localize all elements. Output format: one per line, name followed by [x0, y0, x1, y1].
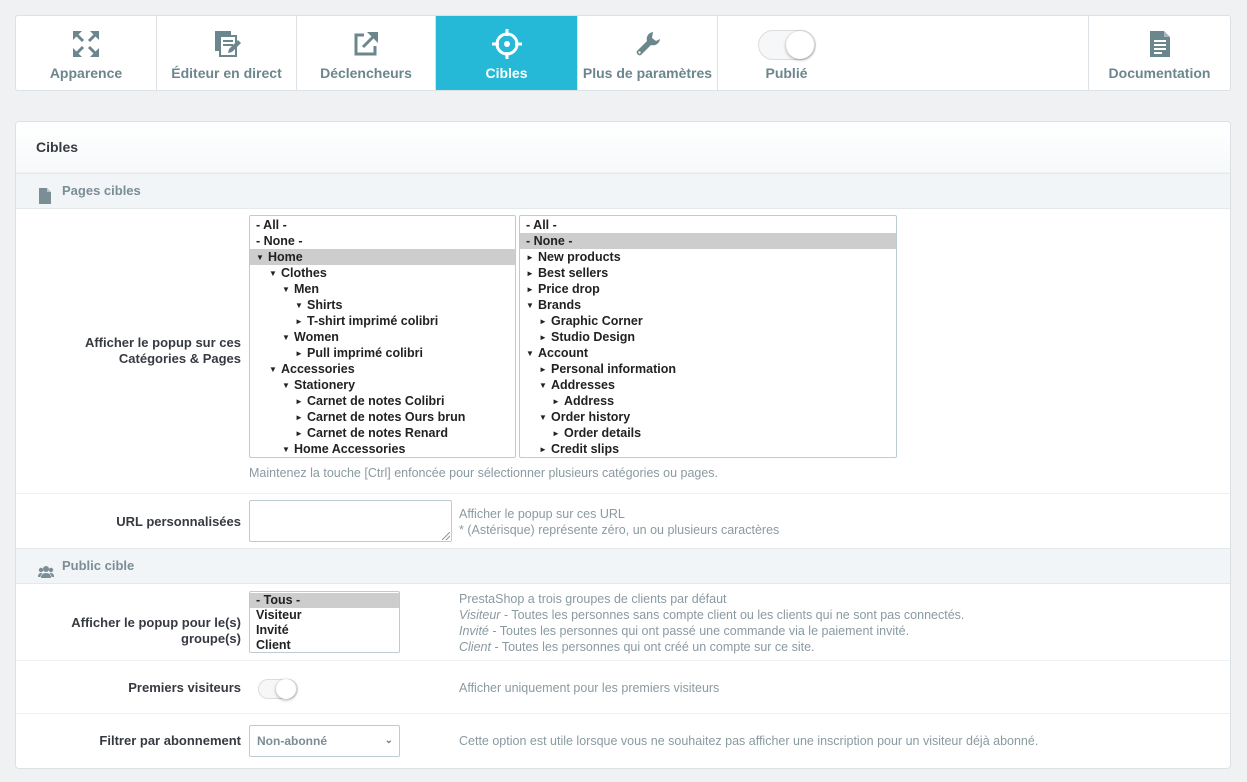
tree-item-label: Brands — [538, 298, 582, 312]
tree-item-label: Stationery — [294, 378, 356, 392]
pages-tree[interactable] — [519, 215, 897, 458]
categories-help: Maintenez la touche [Ctrl] enfoncée pour sélectionner plusieurs catégories ou pages. — [249, 466, 719, 480]
urls-help-1: Afficher le popup sur ces URL — [459, 507, 625, 521]
tree-item-label: - None - — [256, 234, 303, 248]
caret-down-icon: ▼ — [295, 301, 303, 310]
tree-item-label: Addresses — [551, 378, 615, 392]
tab-live-editor[interactable] — [157, 16, 297, 90]
toggle-knob — [276, 679, 296, 699]
tree-item[interactable] — [520, 233, 896, 249]
wrench-icon — [632, 28, 664, 60]
tree-item[interactable] — [250, 441, 515, 457]
resize-grip[interactable] — [442, 532, 450, 540]
tree-item-label: Best sellers — [538, 266, 609, 280]
row-separator — [16, 493, 1230, 494]
tree-item[interactable] — [250, 425, 515, 441]
tab-documentation-label: Documentation — [1108, 65, 1211, 81]
tree-item-label: Order details — [564, 426, 642, 440]
tree-item-label: Carnet de notes Ours brun — [307, 410, 466, 424]
subscription-value: Non-abonné — [257, 734, 327, 748]
tree-item-label: Personal information — [551, 362, 677, 376]
caret-right-icon: ► — [295, 397, 303, 406]
tree-item-label: Studio Design — [551, 330, 636, 344]
target-pages-section — [16, 173, 1230, 209]
expand-icon — [70, 28, 102, 60]
tree-item-label: Order history — [551, 410, 631, 424]
tree-item-label: New products — [538, 250, 621, 264]
tree-item-label: - None - — [526, 234, 573, 248]
tree-item-label: Women — [294, 330, 339, 344]
toggle-knob — [786, 31, 814, 59]
tree-item[interactable] — [250, 249, 515, 265]
tree-item[interactable] — [250, 361, 515, 377]
tabs-spacer — [855, 16, 1088, 90]
document-icon — [1144, 28, 1176, 60]
tree-item[interactable] — [520, 393, 896, 409]
tree-item[interactable] — [250, 297, 515, 313]
tree-item[interactable] — [250, 329, 515, 345]
file-icon — [38, 183, 54, 199]
tree-item-label: Men — [294, 282, 319, 296]
tab-triggers-label: Déclencheurs — [320, 65, 412, 81]
tab-documentation[interactable] — [1088, 16, 1230, 90]
groups-help-guest — [459, 623, 1209, 639]
caret-down-icon: ▼ — [269, 269, 277, 278]
groups-select[interactable] — [249, 591, 400, 653]
audience-section — [16, 548, 1230, 584]
caret-down-icon: ▼ — [269, 365, 277, 374]
tree-item[interactable] — [520, 329, 896, 345]
tree-item-label: Credit slips — [551, 442, 620, 456]
caret-down-icon: ▼ — [282, 285, 290, 294]
caret-down-icon: ▼ — [282, 333, 290, 342]
visitor-desc: - Toutes les personnes sans compte client ou les clients qui ne sont pas connectés. — [500, 608, 965, 622]
client-desc: - Toutes les personnes qui ont créé un compte sur ce site. — [490, 640, 815, 654]
caret-down-icon: ▼ — [256, 253, 264, 262]
users-icon — [38, 558, 54, 574]
caret-down-icon: ▼ — [526, 349, 534, 358]
targets-panel — [15, 121, 1231, 769]
panel-title: Cibles — [16, 122, 1230, 173]
tree-item[interactable] — [520, 249, 896, 265]
tree-item[interactable] — [250, 393, 515, 409]
tab-live-editor-label: Éditeur en direct — [171, 65, 282, 81]
caret-right-icon: ► — [552, 429, 560, 438]
guest-desc: - Toutes les personnes qui ont passé une commande via le paiement invité. — [488, 624, 910, 638]
tree-item[interactable] — [250, 217, 515, 233]
audience-label: Public cible — [62, 558, 135, 573]
caret-right-icon: ► — [552, 397, 560, 406]
tree-item[interactable] — [520, 441, 896, 457]
tab-appearance-label: Apparence — [49, 65, 123, 81]
tab-published[interactable] — [718, 16, 855, 90]
caret-down-icon: ▼ — [526, 301, 534, 310]
tree-item-label: Pull imprimé colibri — [307, 346, 423, 360]
client-name: Client — [459, 640, 491, 654]
tree-item-label: Accessories — [281, 362, 355, 376]
tree-item-label: Address — [564, 394, 615, 408]
tree-item[interactable] — [520, 425, 896, 441]
subscription-help: Cette option est utile lorsque vous ne souhaitez pas afficher une inscription pour un visiteur déjà abonné. — [459, 734, 1039, 748]
tree-item-label: Clothes — [281, 266, 327, 280]
chevron-down-icon: ⌄ — [384, 735, 393, 746]
tree-item-label: Graphic Corner — [551, 314, 643, 328]
tab-more-settings[interactable] — [578, 16, 718, 90]
published-toggle[interactable] — [758, 30, 816, 60]
subscription-select[interactable] — [249, 725, 400, 757]
row-separator — [16, 660, 1230, 661]
tree-item[interactable] — [250, 409, 515, 425]
tab-published-label: Publié — [765, 65, 808, 81]
caret-right-icon: ► — [526, 253, 534, 262]
caret-down-icon: ▼ — [282, 445, 290, 454]
urls-label: URL personnalisées — [116, 514, 241, 529]
tab-targets-label: Cibles — [485, 65, 528, 81]
caret-down-icon: ▼ — [282, 381, 290, 390]
tree-item-label: Shirts — [307, 298, 343, 312]
tree-item-label: - All - — [256, 218, 287, 232]
tree-item-label: Home — [268, 250, 303, 264]
tree-item-label: - All - — [526, 218, 557, 232]
tree-item[interactable] — [520, 345, 896, 361]
tab-targets[interactable] — [436, 16, 578, 90]
groups-help-client — [459, 639, 1209, 655]
target-pages-label: Pages cibles — [62, 183, 141, 198]
tree-item-label: Carnet de notes Colibri — [307, 394, 445, 408]
tree-item[interactable] — [250, 345, 515, 361]
group-option[interactable]: Client — [256, 638, 291, 652]
caret-down-icon: ▼ — [539, 381, 547, 390]
group-option[interactable]: Visiteur — [256, 608, 302, 622]
visitor-name: Visiteur — [459, 608, 501, 622]
external-link-icon — [350, 28, 382, 60]
tree-item-label: Home Accessories — [294, 442, 406, 456]
first-visitors-toggle[interactable] — [258, 679, 298, 699]
caret-right-icon: ► — [539, 317, 547, 326]
caret-right-icon: ► — [539, 365, 547, 374]
tree-item[interactable] — [520, 281, 896, 297]
first-visitors-label: Premiers visiteurs — [128, 680, 241, 695]
tab-appearance[interactable] — [16, 16, 157, 90]
caret-right-icon: ► — [295, 317, 303, 326]
group-option[interactable]: - Tous - — [250, 593, 399, 608]
tree-item[interactable] — [250, 233, 515, 249]
tree-item[interactable] — [520, 361, 896, 377]
tree-item[interactable] — [250, 281, 515, 297]
first-visitors-help: Afficher uniquement pour les premiers visiteurs — [459, 681, 720, 695]
caret-right-icon: ► — [295, 413, 303, 422]
tree-item-label: Carnet de notes Renard — [307, 426, 449, 440]
caret-right-icon: ► — [539, 445, 547, 454]
tree-item[interactable] — [520, 313, 896, 329]
groups-help-visitor — [459, 607, 1209, 623]
caret-right-icon: ► — [526, 285, 534, 294]
tree-item[interactable] — [520, 409, 896, 425]
tree-item[interactable] — [520, 377, 896, 393]
group-option[interactable]: Invité — [256, 623, 289, 637]
tree-item-label: T-shirt imprimé colibri — [307, 314, 439, 328]
urls-help-2: * (Astérisque) représente zéro, un ou plusieurs caractères — [459, 523, 780, 537]
tab-triggers[interactable] — [297, 16, 436, 90]
edit-pages-icon — [211, 28, 243, 60]
groups-help-title: PrestaShop a trois groupes de clients par défaut — [459, 592, 727, 606]
caret-right-icon: ► — [295, 429, 303, 438]
urls-textarea[interactable] — [249, 500, 452, 542]
tree-item[interactable] — [520, 265, 896, 281]
groups-label: Afficher le popup pour le(s) groupe(s) — [71, 615, 241, 646]
row-separator — [16, 713, 1230, 714]
categories-tree[interactable] — [249, 215, 516, 458]
guest-name: Invité — [459, 624, 489, 638]
categories-label: Afficher le popup sur ces Catégories & Pages — [84, 335, 241, 366]
caret-right-icon: ► — [295, 349, 303, 358]
tree-item-label: Price drop — [538, 282, 600, 296]
caret-right-icon: ► — [539, 333, 547, 342]
caret-right-icon: ► — [526, 269, 534, 278]
module-tabs — [15, 15, 1231, 91]
tree-item[interactable] — [250, 377, 515, 393]
tree-item[interactable] — [250, 313, 515, 329]
tab-more-settings-label: Plus de paramètres — [582, 65, 713, 81]
caret-down-icon: ▼ — [539, 413, 547, 422]
tree-item[interactable] — [520, 297, 896, 313]
tree-item[interactable] — [250, 265, 515, 281]
tree-item-label: Account — [538, 346, 588, 360]
crosshair-icon — [491, 28, 523, 60]
tree-item[interactable] — [520, 217, 896, 233]
subscription-label: Filtrer par abonnement — [99, 733, 241, 748]
